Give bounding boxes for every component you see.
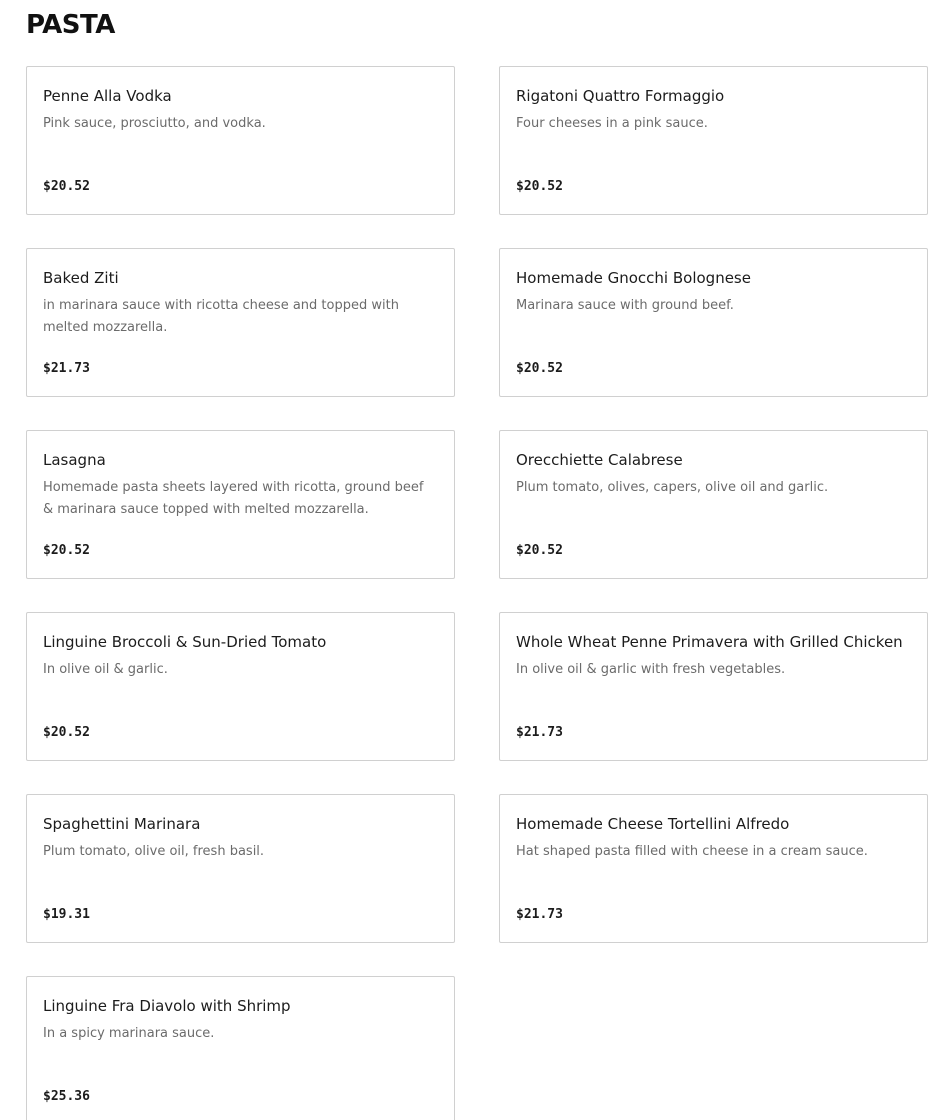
menu-item-card[interactable] [499, 794, 928, 943]
item-name: Linguine Broccoli & Sun-Dried Tomato [43, 633, 327, 651]
item-price: $25.36 [43, 1089, 90, 1104]
menu-item-card[interactable] [499, 612, 928, 761]
item-description: Plum tomato, olive oil, fresh basil. [43, 844, 265, 859]
item-description: In a spicy marinara sauce. [43, 1026, 215, 1041]
item-description: Hat shaped pasta filled with cheese in a cream sauce. [516, 844, 868, 859]
item-price: $20.52 [516, 179, 563, 194]
item-price: $19.31 [43, 907, 90, 922]
menu-item-card[interactable] [499, 248, 928, 397]
item-name: Whole Wheat Penne Primavera with Grilled Chicken [516, 633, 903, 651]
item-description: In olive oil & garlic. [43, 662, 168, 677]
menu-item-card[interactable] [26, 794, 455, 943]
item-description: Plum tomato, olives, capers, olive oil and garlic. [516, 480, 829, 495]
item-name: Baked Ziti [43, 269, 119, 287]
item-price: $21.73 [43, 361, 90, 376]
item-name: Linguine Fra Diavolo with Shrimp [43, 997, 291, 1015]
item-price: $20.52 [43, 725, 90, 740]
item-price: $20.52 [43, 179, 90, 194]
menu-item-card[interactable] [26, 430, 455, 579]
item-name: Spaghettini Marinara [43, 815, 201, 833]
item-name: Penne Alla Vodka [43, 87, 172, 105]
item-name: Lasagna [43, 451, 106, 469]
item-price: $21.73 [516, 725, 563, 740]
item-price: $20.52 [516, 361, 563, 376]
item-price: $20.52 [43, 543, 90, 558]
menu-item-card[interactable] [26, 66, 455, 215]
item-name: Rigatoni Quattro Formaggio [516, 87, 725, 105]
menu-item-card[interactable] [26, 248, 455, 397]
item-description: In olive oil & garlic with fresh vegetables. [516, 662, 786, 677]
item-description: in marinara sauce with ricotta cheese and topped with melted mozzarella. [43, 298, 399, 335]
item-description: Four cheeses in a pink sauce. [516, 116, 708, 131]
item-description: Homemade pasta sheets layered with ricotta, ground beef & marinara sauce topped with melted mozzarella. [43, 480, 424, 517]
item-description: Pink sauce, prosciutto, and vodka. [43, 116, 266, 131]
item-description: Marinara sauce with ground beef. [516, 298, 734, 313]
menu-item-card[interactable] [26, 976, 455, 1120]
menu-item-card[interactable] [26, 612, 455, 761]
item-price: $21.73 [516, 907, 563, 922]
section-title: PASTA [26, 10, 115, 40]
item-name: Homemade Cheese Tortellini Alfredo [516, 815, 790, 833]
item-name: Orecchiette Calabrese [516, 451, 683, 469]
menu-item-card[interactable] [499, 66, 928, 215]
item-name: Homemade Gnocchi Bolognese [516, 269, 751, 287]
menu-item-card[interactable] [499, 430, 928, 579]
menu-item-grid [26, 66, 928, 1120]
item-price: $20.52 [516, 543, 563, 558]
